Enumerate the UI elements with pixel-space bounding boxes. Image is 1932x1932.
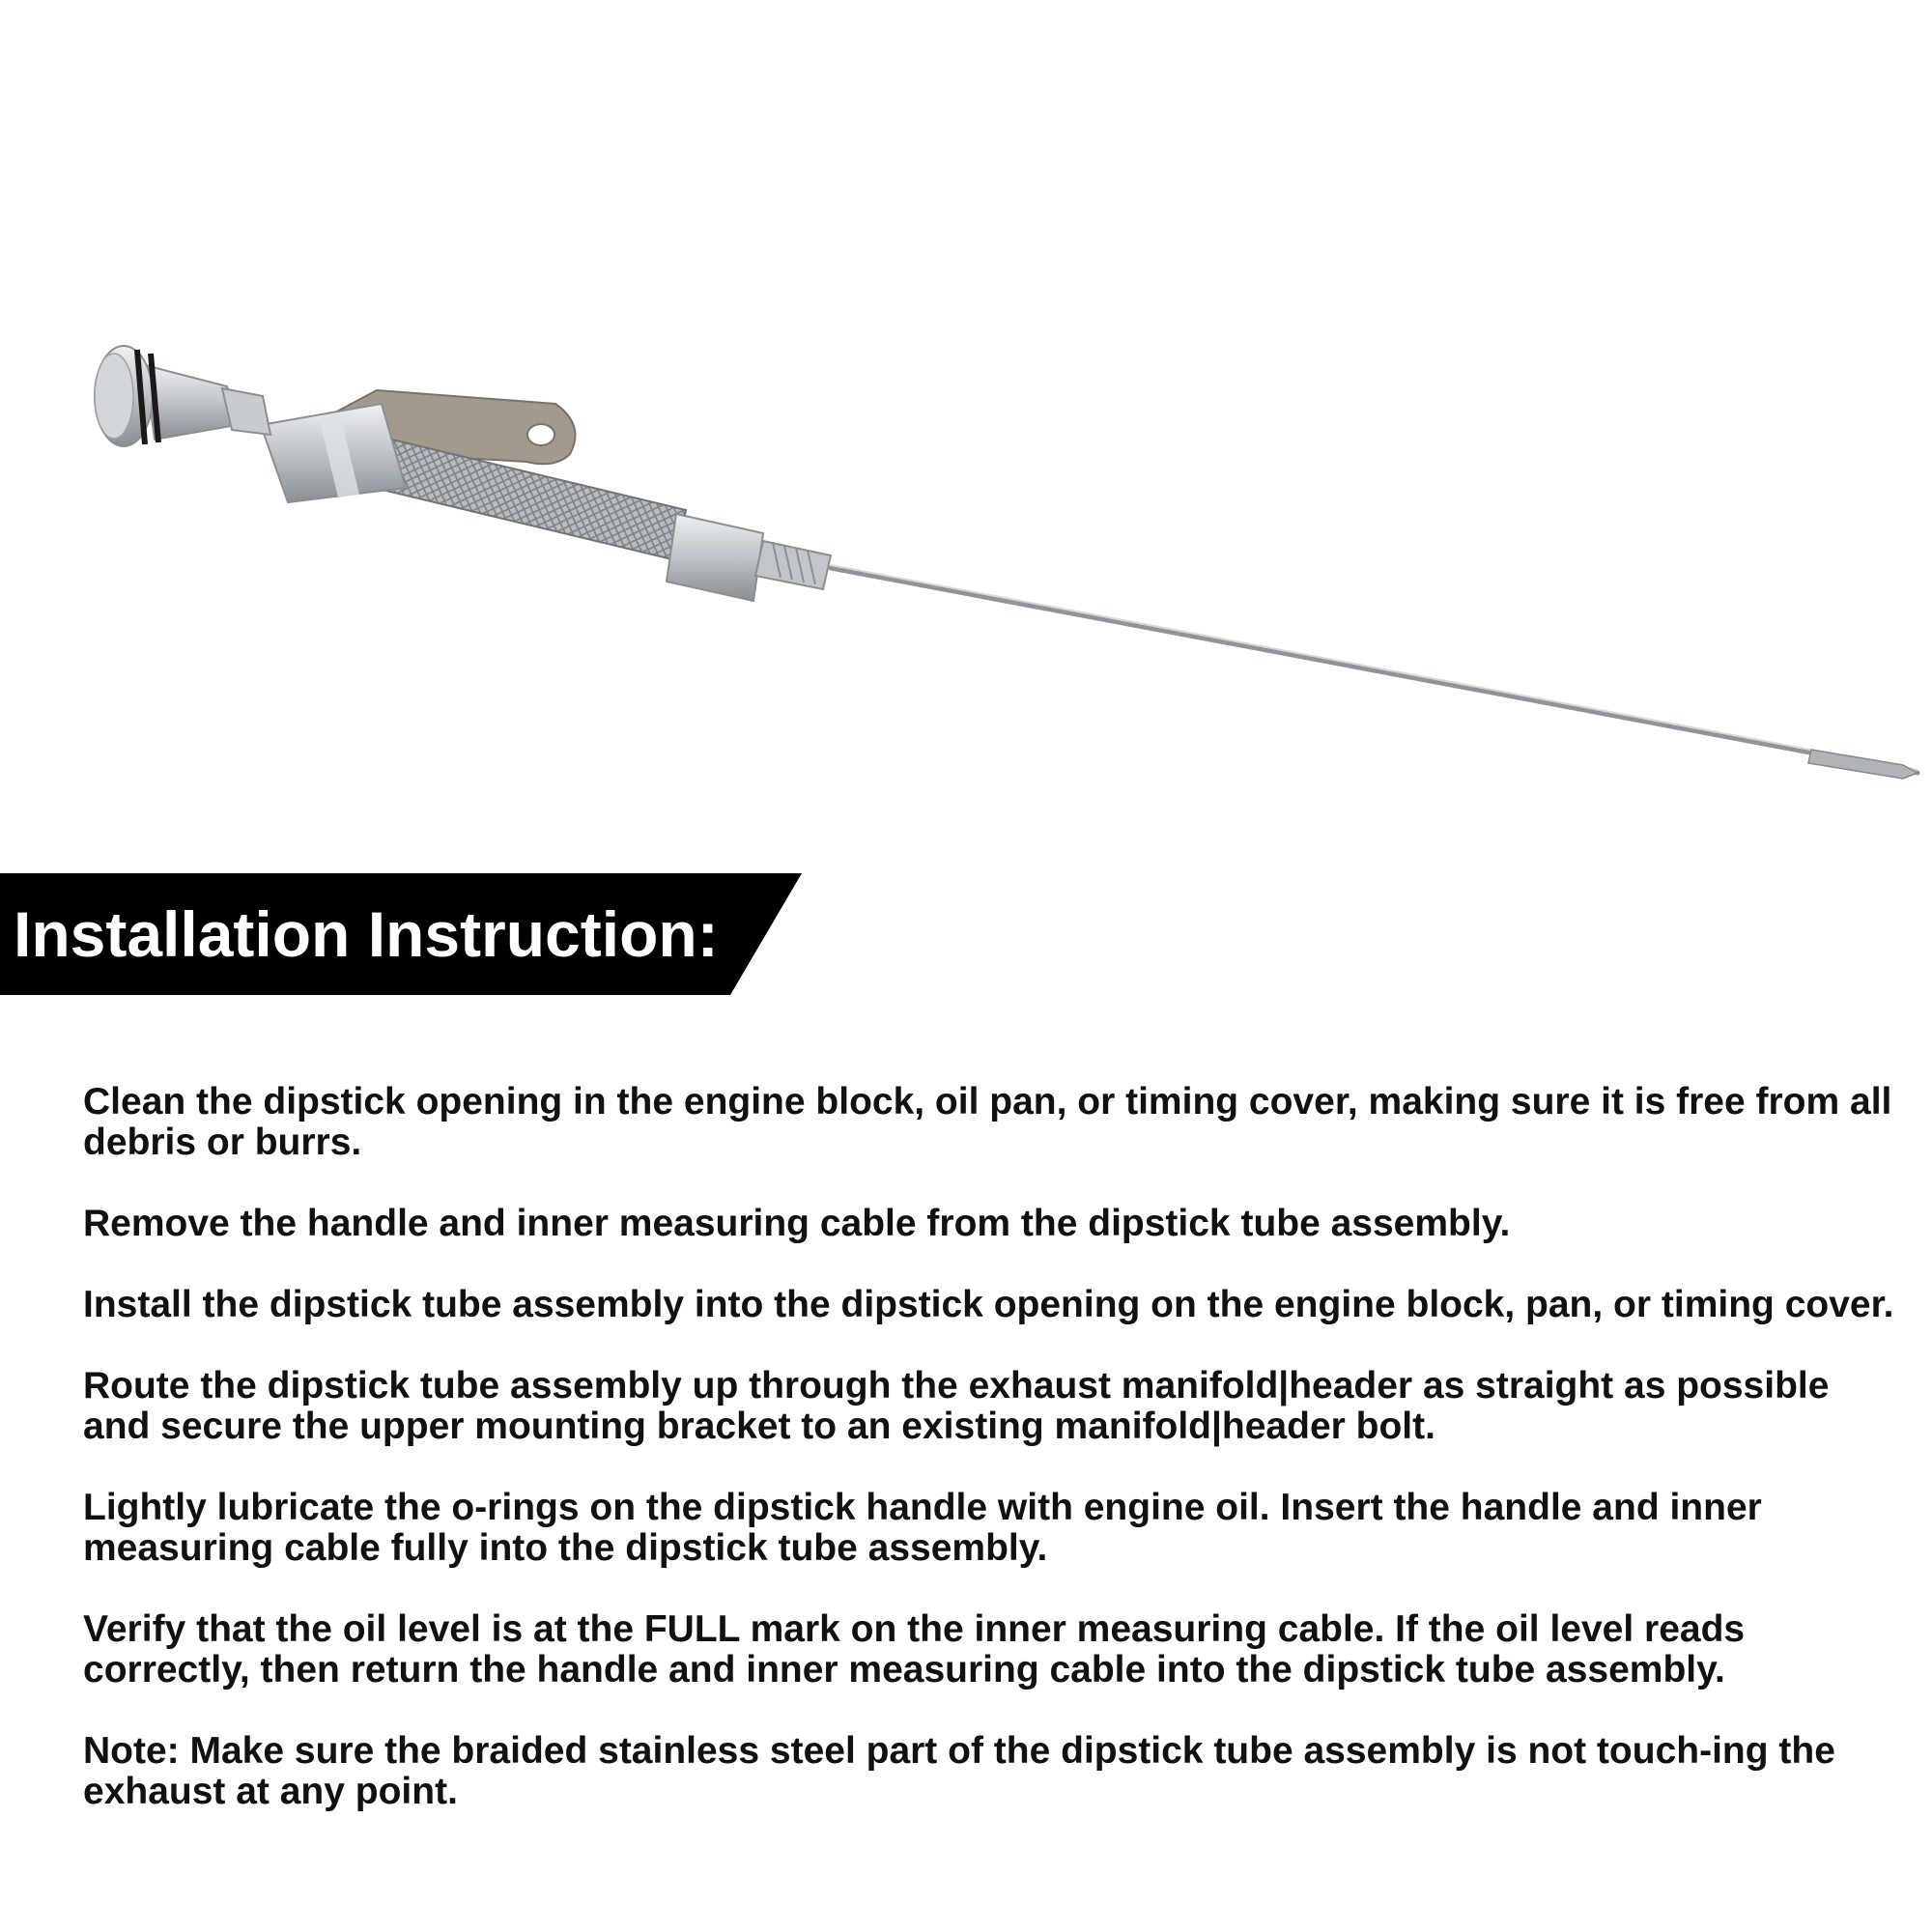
upper-fitting <box>261 404 406 502</box>
section-title: Installation Instruction: <box>14 898 719 970</box>
instruction-step: Remove the handle and inner measuring cable from the dipstick tube assembly. <box>83 1203 1511 1244</box>
o-ring-icon <box>151 354 158 442</box>
instruction-step: Clean the dipstick opening in the engine block, oil pan, or timing cover, making sure it is free from all debris or burrs. <box>83 1081 1892 1163</box>
instruction-step: Note: Make sure the braided stainless steel part of the dipstick tube assembly is not touch-ing the exhaust at any point. <box>83 1730 1835 1812</box>
instruction-step: Route the dipstick tube assembly up through the exhaust manifold|header as straight as possible and secure the upper mounting bracket to an existing manifold|header bolt. <box>83 1365 1830 1447</box>
instruction-step: Lightly lubricate the o-rings on the dipstick handle with engine oil. Insert the handle and inner measuring cable fully into the dipstick tube assembly. <box>83 1487 1762 1569</box>
dipstick-illustration <box>0 0 1932 850</box>
instruction-step: Install the dipstick tube assembly into the dipstick opening on the engine block, pan, or timing cover. <box>83 1284 1894 1325</box>
measuring-cable <box>831 565 1918 779</box>
section-banner <box>0 873 802 995</box>
knurled-nut <box>755 541 831 589</box>
dipstick-image <box>0 0 1932 850</box>
instruction-step: Verify that the oil level is at the FULL mark on the inner measuring cable. If the oil level reads correctly, then return the handle and inner measuring cable into the dipstick tube assembly. <box>83 1608 1746 1690</box>
lower-fitting <box>667 514 831 601</box>
dipstick-handle <box>95 346 270 446</box>
bracket-hole <box>527 424 554 445</box>
instruction-list <box>83 1082 1899 1853</box>
cable-tip <box>1808 750 1918 779</box>
